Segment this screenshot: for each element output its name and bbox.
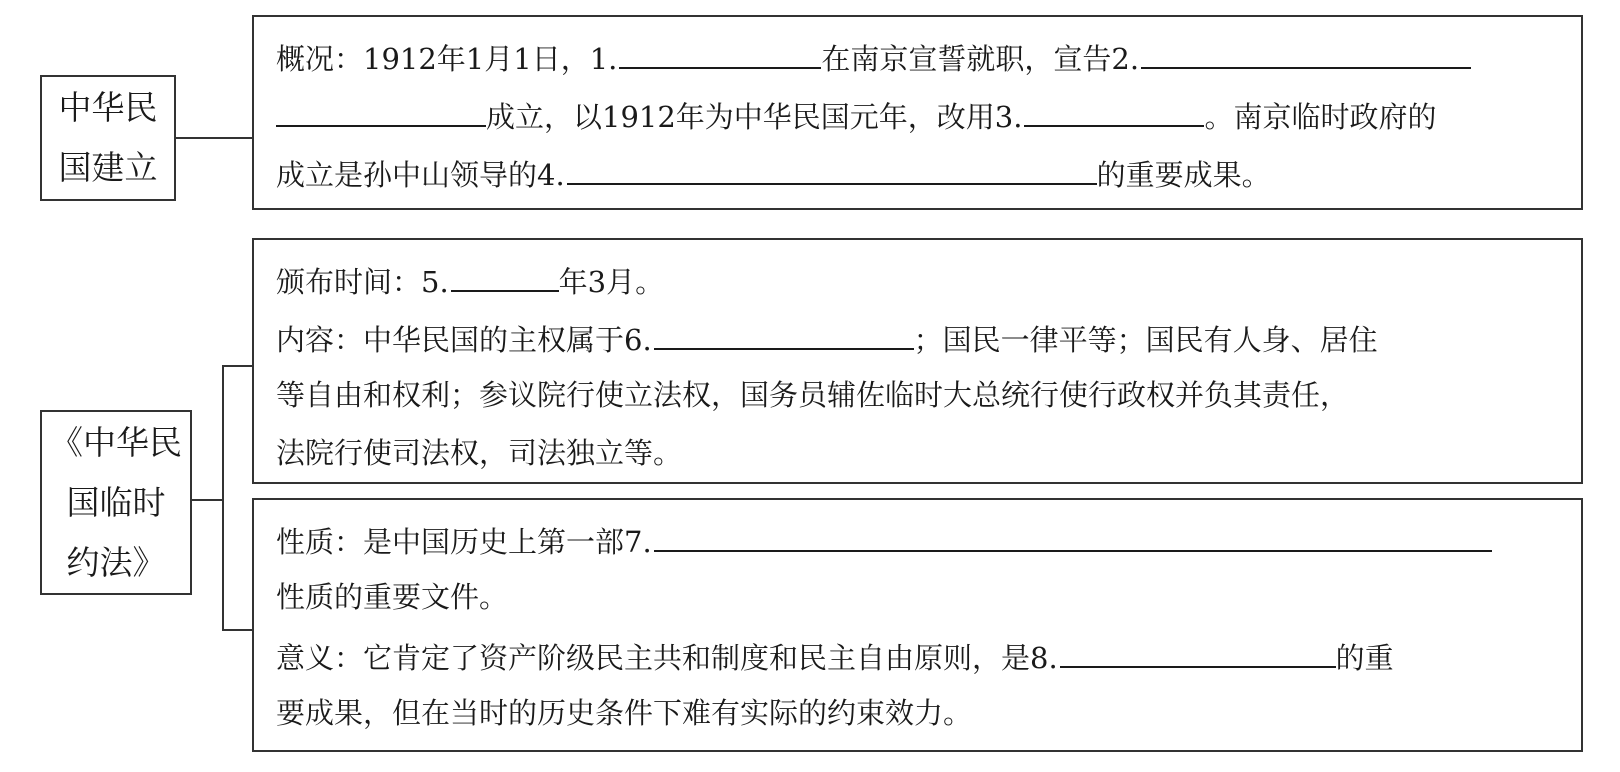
answer-blank-7[interactable] <box>654 510 1492 552</box>
answer-blank-8[interactable] <box>1060 626 1336 668</box>
label-line: 《中华民 <box>50 422 182 462</box>
text-line: 等自由和权利；参议院行使立法权，国务员辅佐临时大总统行使行政权并负其责任， <box>276 378 1350 412</box>
label-line: 中华民 <box>58 88 158 127</box>
answer-blank-2[interactable] <box>1141 27 1471 69</box>
connector-bracket-vertical <box>222 365 224 631</box>
text-line: 内容：中华民国的主权属于6. ；国民一律平等；国民有人身、居住 <box>276 308 1557 366</box>
label-line: 约法》 <box>66 542 166 582</box>
text-line: 要成果，但在当时的历史条件下难有实际的约束效力。 <box>276 696 973 730</box>
answer-blank-2-cont[interactable] <box>276 85 486 127</box>
text-line: 意义：它肯定了资产阶级民主共和制度和民主自由原则，是8. 的重 <box>276 626 1557 684</box>
content-box-overview <box>252 15 1583 210</box>
content-box-nature-and-significance <box>252 498 1583 752</box>
label-line: 国临时 <box>66 482 166 522</box>
text-line: 成立是孙中山领导的4. 的重要成果。 <box>276 143 1557 201</box>
label-box-provisional-constitution <box>40 410 192 595</box>
text-line: 法院行使司法权，司法独立等。 <box>276 436 683 470</box>
answer-blank-5[interactable] <box>451 250 559 292</box>
text-line: 成立，以1912年为中华民国元年，改用3. 。南京临时政府的 <box>276 85 1557 143</box>
connector-line <box>222 629 252 631</box>
label-box-roc-founding <box>40 75 176 201</box>
text-line: 性质的重要文件。 <box>276 580 509 614</box>
connector-line <box>192 499 224 501</box>
answer-blank-3[interactable] <box>1024 85 1204 127</box>
connector-line <box>222 365 252 367</box>
connector-line <box>176 137 252 139</box>
answer-blank-1[interactable] <box>619 27 821 69</box>
text-line: 性质：是中国历史上第一部7. <box>276 510 1557 568</box>
label-line: 国建立 <box>58 148 158 187</box>
text-line: 颁布时间：5. 年3月。 <box>276 250 1557 308</box>
content-box-promulgation-and-content <box>252 238 1583 484</box>
answer-blank-6[interactable] <box>654 308 914 350</box>
answer-blank-4[interactable] <box>567 143 1097 185</box>
text-line: 概况：1912年1月1日，1. 在南京宣誓就职，宣告2. <box>276 27 1557 85</box>
